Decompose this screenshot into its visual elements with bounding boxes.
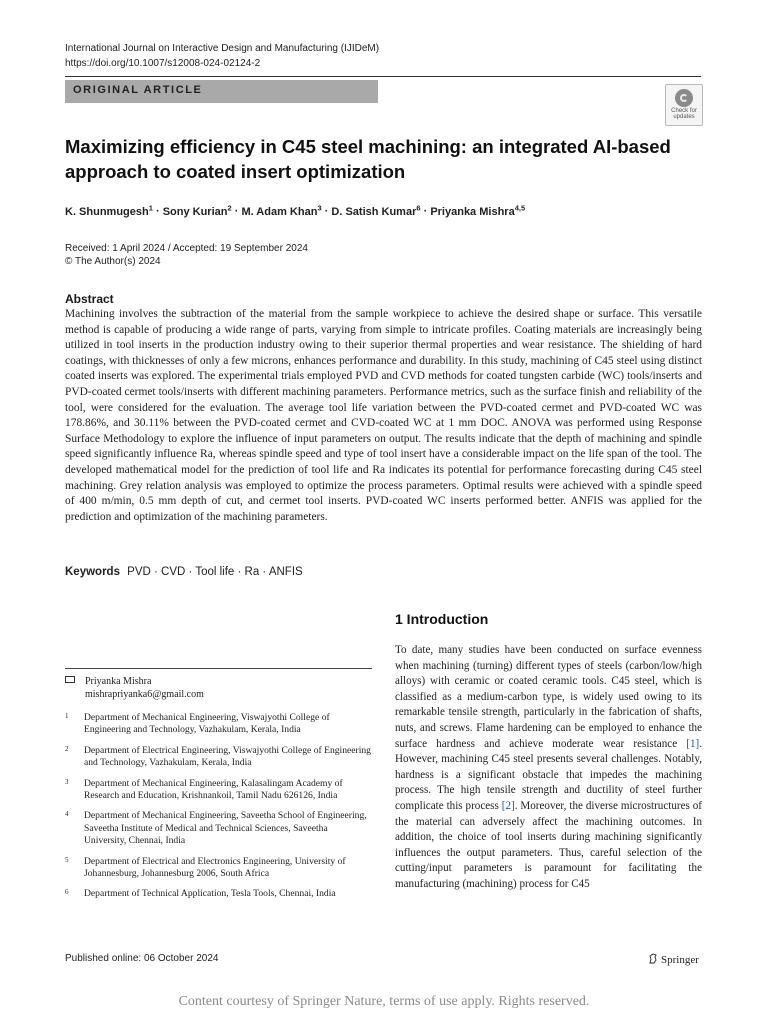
citation-link[interactable]: [2] — [501, 799, 515, 812]
check-updates-line1: Check for — [671, 108, 697, 114]
journal-info — [65, 41, 379, 71]
citation-link[interactable]: [1] — [686, 737, 700, 750]
check-updates-icon — [675, 89, 693, 107]
copyright: © The Author(s) 2024 — [65, 256, 161, 267]
keywords — [65, 566, 303, 578]
author[interactable]: Sony Kurian$^2$ — [162, 203, 232, 218]
received-accepted: Received: 1 April 2024 / Accepted: 19 September 2024 — [65, 243, 308, 254]
doi-link[interactable]: https://doi.org/10.1007/s12008-024-02124-2 — [65, 58, 261, 69]
intro-text: To date, many studies have been conducted on surface evenness when machining (turning) different types of steels (carbon/low/high alloys) with ceramic or coated ceramic tools. C45 steel, which is classified as a medium-carbon type, is widely used owing to its remarkable tensile strength, particularly in the fabrication of shafts, nuts, and screws. Flame hardening can be employed to enhance the surface hardness and achieve moderate wear resistance [1]. However, machining C45 steel presents several challenges. Notably, hardness is a significant obstacle that impedes the machining process. The high tensile strength and ductility of steel further complicate this process [2]. Moreover, the diverse microstructures of the material can adversely affect the machining outcomes. In addition, the choice of tool inserts during machining significantly influences the output parameters. Thus, careful selection of the cutting/input parameters is paramount for facilitating the manufacturing (machining) process for C45 — [395, 644, 702, 890]
footnote-rule — [65, 668, 372, 669]
journal-name: International Journal on Interactive Design and Manufacturing (IJIDeM) — [65, 43, 380, 54]
affiliation: 2 Department of Electrical Engineering, Viswajyothi College of Engineering and Technology, Vazhakulam, Kerala, India — [65, 744, 371, 769]
envelope-icon — [65, 676, 75, 683]
affiliation: 5 Department of Electrical and Electronics Engineering, University of Johannesburg, Johannesburg 2006, South Africa — [65, 855, 346, 880]
author[interactable]: M. Adam Khan$^3$ — [241, 203, 322, 218]
article-type-bar — [65, 80, 378, 103]
publisher-logo — [648, 953, 699, 966]
keywords-label: Keywords — [65, 566, 120, 578]
affiliations — [65, 712, 372, 909]
dates-block — [65, 242, 308, 268]
affiliation: 3 Department of Mechanical Engineering, Kalasalingam Academy of Research and Education, Krishnankoil, Tamil Nadu 626126, India — [65, 777, 343, 802]
courtesy-note: Content courtesy of Springer Nature, terms of use apply. Rights reserved. — [178, 994, 590, 1009]
header-rule — [65, 76, 701, 77]
check-updates-button[interactable] — [665, 84, 703, 126]
publisher-name: Springer — [661, 954, 699, 966]
author-list: K. Shunmugesh$^1$ · Sony Kurian$^2$ · M. Adam Khan$^3$ · D. Satish Kumar$^6$ · Priyanka Mishra$^{4,5}$ — [65, 203, 526, 218]
keywords-list: PVD · CVD · Tool life · Ra · ANFIS — [127, 566, 303, 578]
article-type: ORIGINAL ARTICLE — [73, 84, 203, 96]
affiliation: 4 Department of Mechanical Engineering, Saveetha School of Engineering, Saveetha Institute of Medical and Technical Sciences, Saveetha University, Chennai, India — [65, 810, 367, 847]
correspondence — [65, 675, 204, 701]
affiliation: 1 Department of Mechanical Engineering, Viswajyothi College of Engineering and Technology, Vazhakulam, Kerala, India — [65, 712, 330, 736]
author[interactable]: Priyanka Mishra$^{4,5}$ — [430, 203, 526, 218]
abstract-text: Machining involves the subtraction of the material from the sample workpiece to achieve the desired shape or surface. This versatile method is capable of producing a wide range of parts, varying from simple to intricate profiles. Coating materials are increasingly being utilized in tool inserts in the production industry owing to their superior thermal properties and wear resistance. The shielding of hard coatings, with thicknesses of only a few microns, enhances performance and durability. In this study, machining of C45 steel using distinct coated inserts was explored. The experimental trials employed PVD and CVD methods for coated tungsten carbide (WC) tools/inserts and PVD-coated cermet tools/inserts with different machining parameters. Performance metrics, such as the surface finish and reliability of the tool, were considered for the evaluation. The average tool life variation between the PVD-coated cermet and PVD-coated WC was 178.86%, and 30.11% between the PVD-coated cermet and CVD-coated WC at 1 mm DOC. ANOVA was performed using Response Surface Methodology to explore the influence of input parameters on output. The results indicate that the depth of machining and spindle speed significantly influence Ra, whereas spindle speed and type of tool insert have a considerable impact on the life span of the tool. The developed mathematical model for the prediction of tool life and Ra indicates its potential for performance forecasting during C45 steel machining. Grey relation analysis was employed to optimize the process parameters. Optimal results were achieved with a spindle speed of 400 m/min, 0.5 mm depth of cut, and cermet tool inserts. PVD-coated WC inserts performed better. ANFIS was applied for the prediction and optimization of the machining parameters. — [65, 308, 702, 523]
corr-email[interactable]: mishrapriyanka6@gmail.com — [85, 689, 204, 700]
author[interactable]: K. Shunmugesh$^1$ — [65, 203, 153, 218]
affiliation: 6 Department of Technical Application, Tesla Tools, Chennai, India — [65, 888, 336, 900]
corr-name: Priyanka Mishra — [85, 676, 152, 687]
author[interactable]: D. Satish Kumar$^6$ — [331, 203, 421, 218]
intro-heading: 1 Introduction — [395, 611, 489, 627]
published-date: Published online: 06 October 2024 — [65, 953, 219, 964]
abstract-heading: Abstract — [65, 292, 114, 306]
paper-title: Maximizing efficiency in C45 steel machining: an integrated AI-based approach to coated insert optimization — [65, 136, 671, 182]
springer-horse-icon — [648, 953, 658, 964]
check-updates-line2: updates — [673, 114, 695, 120]
